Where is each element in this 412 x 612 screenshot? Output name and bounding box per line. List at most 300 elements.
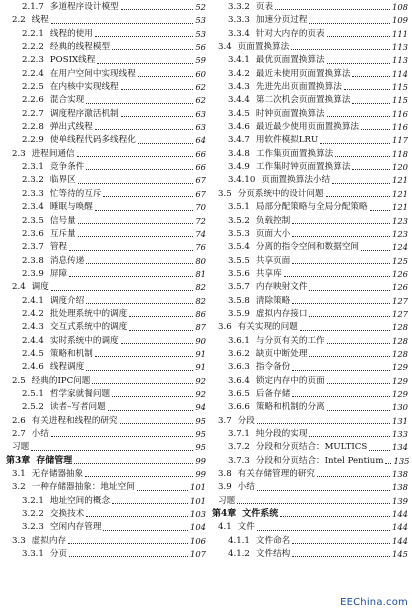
toc-entry-page: 134	[392, 442, 408, 453]
toc-entry-title: 有关进程和线程的研究	[31, 415, 118, 426]
toc-entry-number: 第4章	[212, 509, 237, 520]
toc-entry-number: 3.3.1	[22, 549, 44, 560]
toc-entry-page: 95	[195, 442, 206, 453]
toc-dot-leader	[51, 23, 193, 24]
toc-entry-page: 117	[392, 135, 408, 146]
toc-entry-title: 分页	[49, 549, 68, 560]
toc-dot-leader	[257, 423, 390, 424]
toc-dot-leader	[309, 23, 390, 24]
toc-entry	[6, 508, 206, 521]
toc-entry-title: 存储管理	[36, 455, 73, 466]
toc-entry-title: 分段	[237, 415, 255, 426]
toc-entry-number: 3.4.8	[228, 148, 250, 159]
toc-entry-number: 3.5.3	[228, 228, 250, 239]
toc-entry	[212, 174, 408, 187]
toc-entry-page: 133	[392, 429, 408, 439]
toc-entry-title: 工作集页面置换算法	[255, 148, 334, 159]
toc-entry	[212, 308, 408, 321]
toc-entry-title: 竞争条件	[49, 162, 85, 173]
toc-dot-leader	[257, 530, 390, 531]
toc-entry-title: 分段和分页结合：MULTICS	[255, 442, 368, 453]
toc-entry-title: 虚拟内存接口	[255, 308, 308, 319]
toc-entry	[6, 388, 206, 401]
toc-dot-leader	[95, 210, 193, 211]
toc-entry-page: 56	[195, 42, 206, 53]
toc-entry-page: 94	[195, 402, 206, 413]
toc-dot-leader	[112, 503, 188, 504]
toc-entry-page: 99	[195, 455, 206, 466]
toc-entry-title: 先进先出页面置换算法	[255, 82, 342, 93]
toc-dot-leader	[78, 236, 194, 237]
toc-dot-leader	[309, 316, 390, 317]
toc-entry-number: 3.6	[218, 322, 232, 333]
toc-dot-leader	[320, 143, 390, 144]
toc-entry-title: 虚拟内存	[31, 535, 67, 546]
toc-entry-title: 锁定内存中的页面	[255, 375, 325, 386]
toc-dot-leader	[78, 223, 194, 224]
toc-entry	[212, 388, 408, 401]
toc-entry-title: 弹出式线程	[49, 122, 93, 133]
toc-entry	[212, 548, 408, 561]
toc-dot-leader	[309, 436, 390, 437]
toc-entry	[6, 81, 206, 94]
toc-entry-page: 125	[392, 255, 408, 266]
toc-entry-title: 共享页面	[255, 255, 291, 266]
toc-entry	[6, 121, 206, 134]
toc-dot-leader	[129, 330, 193, 331]
toc-entry	[6, 348, 206, 361]
toc-entry-page: 63	[195, 108, 206, 119]
toc-dot-leader	[237, 503, 390, 504]
toc-entry	[6, 161, 206, 174]
toc-dot-leader	[112, 49, 193, 50]
toc-entry-page: 90	[195, 335, 206, 346]
toc-entry-title: POSIX线程	[49, 55, 96, 66]
toc-dot-leader	[86, 103, 193, 104]
toc-entry	[212, 94, 408, 107]
toc-entry-number: 2.3.7	[22, 242, 44, 253]
toc-entry-title: 策略和机制	[49, 348, 93, 359]
toc-dot-leader	[78, 183, 194, 184]
toc-entry	[212, 361, 408, 374]
toc-entry-page: 52	[195, 2, 206, 12]
toc-entry-page: 116	[392, 122, 408, 133]
toc-dot-leader	[129, 316, 193, 317]
toc-entry-title: 混合实现	[49, 95, 85, 106]
toc-entry-number: 2.2.8	[22, 122, 44, 133]
toc-entry-page: 109	[392, 15, 408, 26]
toc-dot-leader	[121, 89, 194, 90]
toc-entry-title: 分段和分页结合：Intel Pentium	[255, 455, 384, 466]
toc-entry	[212, 108, 408, 121]
toc-entry	[6, 428, 206, 441]
toc-entry	[212, 521, 408, 534]
toc-entry-number: 3.7.3	[228, 455, 250, 466]
toc-entry-page: 59	[195, 55, 206, 66]
toc-entry-number: 3.6.4	[228, 375, 250, 386]
toc-entry-number: 2.2.5	[22, 82, 44, 93]
toc-entry-number: 3.5.7	[228, 282, 250, 293]
toc-entry-title: 无存储器抽象	[31, 469, 84, 480]
toc-dot-leader	[86, 169, 193, 170]
toc-dot-leader	[309, 356, 390, 357]
toc-entry-page: 62	[195, 95, 206, 106]
toc-entry-title: 指令备份	[255, 362, 291, 373]
toc-entry-page: 128	[392, 322, 408, 333]
toc-entry-title: 文件命名	[255, 535, 291, 546]
toc-entry	[6, 521, 206, 534]
toc-entry	[6, 108, 206, 121]
toc-entry-number: 3.3.3	[228, 15, 250, 26]
toc-entry-title: 批处理系统中的调度	[49, 308, 128, 319]
toc-entry-number: 2.6	[12, 415, 26, 426]
toc-dot-leader	[292, 303, 390, 304]
toc-entry-number: 3.4.10	[228, 175, 256, 186]
toc-dot-leader	[317, 476, 390, 477]
toc-entry-number: 2.2.2	[22, 42, 44, 53]
toc-entry	[212, 161, 408, 174]
toc-entry-page: 144	[392, 522, 408, 533]
toc-entry	[6, 335, 206, 348]
toc-entry-title: 地址空间的概念	[49, 495, 111, 506]
toc-entry-title: 用软件模拟LRU	[255, 135, 319, 146]
toc-dot-leader	[292, 263, 390, 264]
toc-entry-title: 最优页面置换算法	[255, 55, 325, 66]
toc-entry-number: 3.4.7	[228, 135, 250, 146]
toc-dot-leader	[69, 276, 193, 277]
toc-entry-number: 3.3.2	[228, 2, 250, 12]
toc-entry-title: 进程间通信	[31, 148, 75, 159]
toc-entry-page: 60	[195, 68, 206, 79]
toc-entry	[212, 508, 408, 521]
toc-entry-number: 2.4.4	[22, 335, 44, 346]
toc-dot-leader	[103, 530, 188, 531]
toc-entry	[212, 215, 408, 228]
toc-dot-leader	[370, 210, 390, 211]
toc-entry	[212, 1, 408, 14]
toc-dot-leader	[85, 476, 193, 477]
toc-dot-leader	[292, 370, 390, 371]
toc-entry-page: 91	[195, 348, 206, 359]
toc-entry-title: 针对大内存的页表	[255, 28, 325, 39]
toc-entry-page: 107	[190, 549, 206, 560]
toc-entry-number: 2.4	[12, 282, 26, 293]
toc-dot-leader	[121, 116, 194, 117]
toc-entry	[6, 148, 206, 161]
toc-entry-title: 多道程序设计模型	[49, 2, 119, 12]
toc-dot-leader	[327, 36, 390, 37]
toc-entry-title: 纯分段的实现	[255, 429, 308, 439]
toc-dot-leader	[51, 290, 193, 291]
toc-entry-page: 121	[392, 188, 408, 199]
toc-entry	[6, 468, 206, 481]
toc-entry	[6, 28, 206, 41]
toc-entry-page: 127	[392, 308, 408, 319]
toc-entry-page: 76	[195, 242, 206, 253]
toc-entry-number: 3.7	[218, 415, 232, 426]
toc-entry-number: 3.8	[218, 469, 232, 480]
toc-entry-page: 72	[195, 215, 206, 226]
toc-entry	[6, 455, 206, 468]
toc-entry-title: 忙等待的互斥	[49, 188, 102, 199]
toc-entry-title: 线程的使用	[49, 28, 93, 39]
toc-right-column	[212, 1, 408, 561]
toc-entry-number: 2.1.7	[22, 2, 44, 12]
toc-dot-leader	[121, 343, 194, 344]
toc-entry-page: 127	[392, 295, 408, 306]
toc-entry-title: 在用户空间中实现线程	[49, 68, 136, 79]
toc-entry-number: 2.2.6	[22, 95, 44, 106]
toc-entry-number: 3.4.9	[228, 162, 250, 173]
toc-entry-number: 3.7.1	[228, 429, 250, 439]
toc-entry-title: 习题	[218, 495, 236, 506]
toc-entry-number: 3.5.1	[228, 202, 250, 213]
toc-entry-number: 3.4.5	[228, 108, 250, 119]
toc-entry-page: 67	[195, 175, 206, 186]
toc-entry-number: 2.3	[12, 148, 26, 159]
toc-entry	[212, 41, 408, 54]
toc-entry	[212, 28, 408, 41]
toc-entry-page: 92	[195, 388, 206, 399]
toc-dot-leader	[361, 129, 390, 130]
toc-entry	[212, 348, 408, 361]
toc-dot-leader	[68, 543, 188, 544]
toc-entry-page: 129	[392, 362, 408, 373]
toc-entry-page: 129	[392, 375, 408, 386]
toc-entry	[6, 401, 206, 414]
toc-dot-leader	[86, 516, 188, 517]
toc-dot-leader	[385, 463, 391, 464]
toc-entry	[6, 134, 206, 147]
toc-entry-page: 116	[392, 108, 408, 119]
toc-entry-number: 3.7.2	[228, 442, 250, 453]
toc-dot-leader	[51, 436, 193, 437]
toc-entry-number: 3.5.2	[228, 215, 250, 226]
toc-entry-number: 3.9	[218, 482, 232, 493]
toc-entry-title: 页表	[255, 2, 274, 12]
toc-entry-page: 113	[392, 55, 408, 66]
toc-entry-number: 3.2.3	[22, 522, 44, 533]
toc-entry-title: 经典的IPC问题	[31, 375, 91, 386]
toc-entry-number: 3.4.4	[228, 95, 250, 106]
toc-entry	[6, 255, 206, 268]
toc-dot-leader	[257, 490, 390, 491]
toc-entry-title: 文件系统	[242, 509, 279, 520]
toc-entry-title: 后备存储	[255, 388, 291, 399]
toc-dot-leader	[138, 143, 194, 144]
toc-entry	[212, 134, 408, 147]
toc-entry-title: 加速分页过程	[255, 15, 308, 26]
toc-entry-page: 113	[392, 42, 408, 53]
toc-dot-leader	[335, 156, 390, 157]
toc-entry-number: 2.3.8	[22, 255, 44, 266]
toc-entry	[6, 41, 206, 54]
toc-entry	[6, 54, 206, 67]
toc-entry	[6, 321, 206, 334]
toc-entry-title: 使单线程代码多线程化	[49, 135, 136, 146]
toc-entry-title: 线程	[31, 15, 49, 26]
toc-dot-leader	[86, 303, 193, 304]
toc-entry-title: 共享库	[255, 268, 282, 279]
toc-entry-title: 小结	[237, 482, 255, 493]
toc-entry-page: 104	[190, 522, 206, 533]
toc-entry-title: 管程	[49, 242, 68, 253]
toc-entry-number: 3.5.8	[228, 295, 250, 306]
toc-entry-number: 2.3.6	[22, 228, 44, 239]
toc-entry	[212, 535, 408, 548]
toc-dot-leader	[292, 236, 390, 237]
toc-entry	[6, 201, 206, 214]
toc-entry-number: 4.1.2	[228, 549, 250, 560]
toc-entry-page: 64	[195, 135, 206, 146]
toc-entry-title: 页面置换算法小结	[261, 175, 331, 186]
toc-entry	[212, 321, 408, 334]
toc-dot-leader	[292, 543, 390, 544]
toc-entry-number: 3.2.2	[22, 509, 44, 520]
toc-dot-leader	[284, 276, 390, 277]
toc-entry-title: 时钟页面置换算法	[255, 108, 325, 119]
toc-dot-leader	[95, 36, 193, 37]
toc-entry	[212, 68, 408, 81]
toc-entry-page: 66	[195, 148, 206, 159]
toc-entry-number: 2.2.4	[22, 68, 44, 79]
toc-entry-number: 2.5	[12, 375, 26, 386]
toc-dot-leader	[300, 330, 390, 331]
toc-entry-title: 策略和机制的分离	[255, 402, 325, 413]
toc-entry-number: 2.5.2	[22, 402, 44, 413]
toc-dot-leader	[103, 196, 193, 197]
toc-entry-title: 分离的指令空间和数据空间	[255, 242, 360, 253]
toc-entry-page: 120	[392, 162, 408, 173]
toc-entry-number: 3.6.2	[228, 348, 250, 359]
toc-entry-number: 3.6.6	[228, 402, 250, 413]
toc-entry	[6, 68, 206, 81]
toc-entry-number: 3.4.6	[228, 122, 250, 133]
toc-entry-number: 3.3.4	[228, 28, 250, 39]
toc-entry	[6, 281, 206, 294]
toc-entry	[212, 335, 408, 348]
toc-entry-title: 调度	[31, 282, 49, 293]
toc-entry	[6, 481, 206, 494]
toc-entry-page: 95	[195, 415, 206, 426]
toc-entry-page: 62	[195, 82, 206, 93]
toc-entry-page: 126	[392, 282, 408, 293]
toc-entry-number: 2.4.2	[22, 308, 44, 319]
toc-entry-number: 3.4.3	[228, 82, 250, 93]
toc-entry-page: 53	[195, 28, 206, 39]
toc-entry	[212, 428, 408, 441]
toc-dot-leader	[97, 63, 193, 64]
toc-entry-page: 101	[190, 495, 206, 506]
toc-entry-page: 80	[195, 255, 206, 266]
toc-entry-title: 页面置换算法	[237, 42, 290, 53]
toc-entry	[6, 268, 206, 281]
toc-dot-leader	[369, 450, 390, 451]
toc-entry-title: 负载控制	[255, 215, 291, 226]
toc-entry-number: 4.1	[218, 522, 232, 533]
toc-entry-page: 53	[195, 15, 206, 26]
toc-entry-number: 3.5	[218, 188, 232, 199]
toc-dot-leader	[280, 516, 390, 517]
toc-entry	[6, 548, 206, 561]
toc-entry-title: 互斥量	[49, 228, 76, 239]
toc-dot-leader	[352, 103, 390, 104]
toc-entry-title: 分页系统中的设计问题	[237, 188, 324, 199]
toc-entry-title: 屏障	[49, 268, 68, 279]
toc-entry-title: 空闲内存管理	[49, 522, 102, 533]
toc-dot-leader	[138, 76, 194, 77]
toc-entry-page: 123	[392, 215, 408, 226]
toc-entry	[6, 228, 206, 241]
toc-entry-number: 4.1.1	[228, 535, 250, 546]
toc-entry-page: 126	[392, 268, 408, 279]
toc-entry	[6, 94, 206, 107]
toc-dot-leader	[352, 169, 390, 170]
toc-entry-title: 调度程序激活机制	[49, 108, 119, 119]
toc-entry-number: 2.7	[12, 429, 26, 439]
toc-entry	[212, 201, 408, 214]
toc-entry	[212, 14, 408, 27]
toc-entry-title: 内存映射文件	[255, 282, 308, 293]
toc-entry-number: 3.5.6	[228, 268, 250, 279]
toc-entry	[212, 295, 408, 308]
toc-entry-title: 工作集时钟页面置换算法	[255, 162, 351, 173]
toc-entry-page: 139	[392, 495, 408, 506]
toc-entry-page: 121	[392, 175, 408, 186]
toc-entry-title: 第二次机会页面置换算法	[255, 95, 351, 106]
toc-entry-page: 82	[195, 282, 206, 293]
toc-entry-number: 3.5.9	[228, 308, 250, 319]
toc-entry-title: 调度介绍	[49, 295, 85, 306]
toc-entry-number: 2.2.3	[22, 55, 44, 66]
toc-entry-title: 实时系统中的调度	[49, 335, 119, 346]
toc-dot-leader	[69, 250, 193, 251]
toc-entry	[212, 415, 408, 428]
toc-entry-page: 144	[392, 509, 408, 520]
toc-entry-title: 小结	[31, 429, 49, 439]
toc-entry-page: 95	[195, 429, 206, 439]
toc-dot-leader	[92, 383, 193, 384]
toc-entry-number: 第3章	[6, 455, 31, 466]
toc-entry-page: 87	[195, 322, 206, 333]
toc-dot-leader	[327, 410, 390, 411]
toc-entry	[212, 468, 408, 481]
toc-entry-title: 与分页有关的工作	[255, 335, 325, 346]
toc-entry-title: 读者–写者问题	[49, 402, 106, 413]
toc-entry	[212, 81, 408, 94]
toc-entry-title: 在内核中实现线程	[49, 82, 119, 93]
toc-entry-title: 经典的线程模型	[49, 42, 111, 53]
toc-entry-page: 67	[195, 188, 206, 199]
toc-entry	[6, 441, 206, 454]
toc-entry-page: 108	[392, 2, 408, 12]
toc-entry-title: 有关存储管理的研究	[237, 469, 316, 480]
toc-entry-number: 3.4	[218, 42, 232, 53]
toc-dot-leader	[112, 396, 193, 397]
toc-entry	[212, 228, 408, 241]
toc-entry	[6, 241, 206, 254]
toc-entry-number: 2.2.1	[22, 28, 44, 39]
toc-entry-page: 144	[392, 535, 408, 546]
toc-entry-title: 最近未使用页面置换算法	[255, 68, 351, 79]
toc-entry-title: 有关实现的问题	[237, 322, 298, 333]
toc-entry	[6, 495, 206, 508]
toc-entry-number: 3.6.1	[228, 335, 250, 346]
toc-entry	[212, 54, 408, 67]
toc-dot-leader	[309, 290, 390, 291]
toc-entry-title: 一种存储器抽象：地址空间	[31, 482, 135, 493]
toc-dot-leader	[95, 129, 193, 130]
